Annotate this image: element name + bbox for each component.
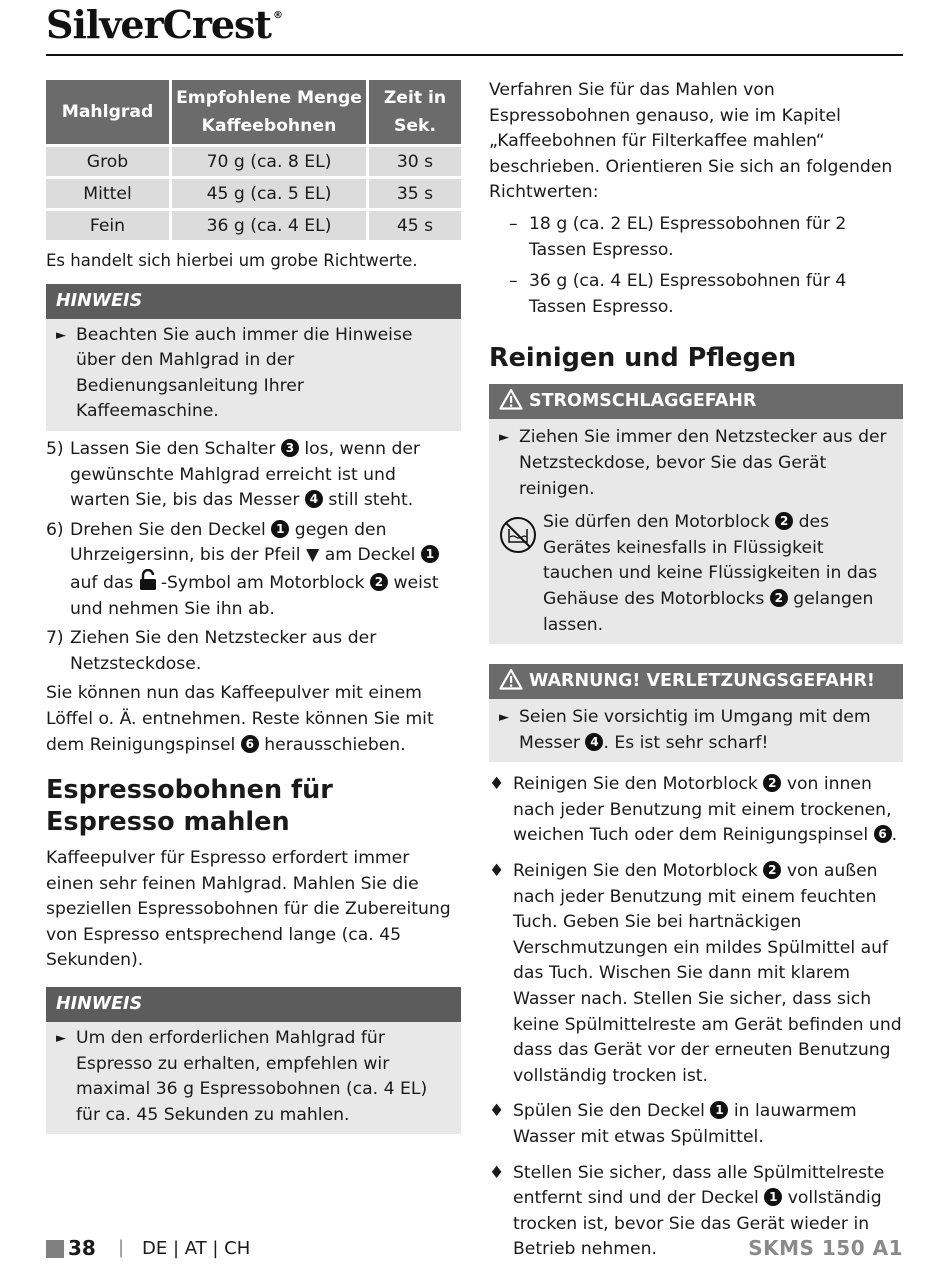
ref-2-icon: 2: [763, 861, 781, 879]
dash-icon: –: [509, 213, 518, 234]
warning-text-part: Sie dürfen den Motorblock: [543, 512, 770, 533]
hinweis-body: [46, 1022, 461, 1134]
hinweis-body: [46, 319, 461, 431]
step-text: -Symbol am Motorblock: [160, 572, 365, 593]
step-text: gegen den Uhrzeigersinn, bis der Pfeil ▼ am Deckel: [70, 519, 416, 566]
hinweis-title: HINWEIS: [46, 987, 461, 1022]
step-5: [46, 437, 461, 514]
footer-square-icon: [46, 1240, 64, 1258]
diamond-bullet-icon: ♦: [489, 1101, 505, 1122]
arrow-icon: ►: [56, 327, 66, 343]
ref-2-icon: 2: [763, 774, 781, 792]
warning-triangle-icon: [499, 668, 523, 690]
page-number: 38: [68, 1236, 96, 1260]
brand-name: SilverCrest: [46, 2, 271, 47]
step-text: Drehen Sie den Deckel: [70, 519, 266, 540]
arrow-icon: ►: [499, 430, 509, 446]
paragraph: Verfahren Sie für das Mahlen von Espressobohnen genauso, wie im Kapitel „Kaffeebohnen für Filterkaffee mahlen“ beschrieben. Orientieren Sie sich an folgenden Richtwerten:: [489, 80, 893, 203]
cleaning-text: vollständig trocken ist, bevor Sie das Gerät wieder in Betrieb nehmen.: [513, 1188, 882, 1260]
cleaning-item: [489, 772, 903, 849]
paragraph: Kaffeepulver für Espresso erfordert immer einen sehr feinen Mahlgrad. Mahlen Sie die speziellen Espressobohnen für die Zubereitung von Espresso entsprechend lange (ca. 45 Sekunden).: [46, 848, 451, 971]
warning-title: [489, 384, 903, 419]
ref-4-icon: 4: [305, 490, 323, 508]
step-number: 6): [46, 519, 64, 540]
table-cell: Mittel: [46, 179, 169, 208]
step-text: Lassen Sie den Schalter: [70, 438, 276, 459]
table-cell: Fein: [46, 211, 169, 240]
model-number: SKMS 150 A1: [748, 1236, 903, 1260]
arrow-icon: ►: [499, 710, 509, 726]
section-heading: Espressobohnen für Espresso mahlen: [46, 775, 333, 838]
table-row: [46, 179, 461, 208]
warning-text-part: des Gerätes keinesfalls in Flüssigkeit tauchen und keine Flüssigkeiten in das Gehäuse des Motorblocks: [543, 512, 878, 609]
table-row: [46, 147, 461, 176]
table-cell: 45 s: [369, 211, 461, 240]
cleaning-text: Reinigen Sie den Motorblock: [513, 861, 758, 882]
dash-item: [489, 212, 903, 263]
ref-1-icon: 1: [421, 545, 439, 563]
dash-text: 36 g (ca. 4 EL) Espressobohnen für 4 Tassen Espresso.: [529, 271, 847, 317]
table-cell: 45 g (ca. 5 EL): [172, 179, 366, 208]
warning-item: [499, 705, 893, 756]
warning-title: [489, 664, 903, 699]
warning-text-part: gelangen lassen.: [543, 588, 874, 635]
arrow-icon: ►: [56, 1031, 66, 1047]
table-header: Zeit in Sek.: [369, 80, 461, 144]
table-note: Es handelt sich hierbei um grobe Richtwerte.: [46, 251, 418, 270]
ref-2-icon: 2: [775, 512, 793, 530]
warning-body: [489, 419, 903, 644]
table-cell: 35 s: [369, 179, 461, 208]
paragraph-text: herausschieben.: [264, 734, 406, 755]
dash-item: [489, 269, 903, 320]
hinweis-item: [56, 323, 451, 425]
hinweis-text: Um den erforderlichen Mahlgrad für Espresso zu erhalten, empfehlen wir maximal 36 g Espressobohnen (ca. 4 EL) für ca. 45 Sekunden zu mahlen.: [76, 1028, 428, 1125]
hinweis-box: [46, 987, 461, 1134]
cleaning-text: Reinigen Sie den Motorblock: [513, 774, 758, 795]
page-footer: [46, 1238, 903, 1264]
right-column: [489, 78, 903, 1263]
ref-4-icon: 4: [585, 733, 603, 751]
step-7: [46, 626, 461, 677]
warning-title-text: WARNUNG! VERLETZUNGSGEFAHR!: [529, 671, 875, 692]
paragraph-text: Sie können nun das Kaffeepulver mit einem Löffel o. Ä. entnehmen. Reste können Sie mit dem Reinigungspinsel: [46, 683, 434, 755]
ref-3-icon: 3: [281, 439, 299, 457]
table-header: Empfohlene Menge Kaffeebohnen: [172, 80, 366, 144]
step-text: Ziehen Sie den Netzstecker aus der Netzsteckdose.: [70, 628, 377, 674]
table-cell: 36 g (ca. 4 EL): [172, 211, 366, 240]
table-row: [46, 211, 461, 240]
left-column: [46, 78, 461, 1134]
hinweis-title: HINWEIS: [46, 284, 461, 319]
ref-1-icon: 1: [271, 520, 289, 538]
section-heading: Reinigen und Pflegen: [489, 343, 797, 374]
cleaning-text: Spülen Sie den Deckel: [513, 1101, 705, 1122]
table-cell: Grob: [46, 147, 169, 176]
diamond-bullet-icon: ♦: [489, 774, 505, 795]
warning-triangle-icon: [499, 388, 523, 410]
step-6: [46, 518, 461, 622]
warning-text: [543, 510, 893, 638]
injury-warning: [489, 664, 903, 762]
warning-text: . Es ist sehr scharf!: [603, 732, 769, 753]
table-header: Mahlgrad: [46, 80, 169, 144]
no-water-immersion-icon: [499, 516, 537, 554]
ref-2-icon: 2: [770, 589, 788, 607]
diamond-bullet-icon: ♦: [489, 1162, 505, 1183]
warning-body: [489, 699, 903, 762]
no-immersion-item: [499, 510, 893, 638]
cleaning-item: [489, 1099, 903, 1150]
header-rule: [46, 54, 903, 56]
unlock-icon: [139, 569, 157, 591]
warning-text: Seien Sie vorsichtig im Umgang mit dem Messer: [519, 707, 871, 753]
step-text: auf das: [70, 572, 134, 593]
table-cell: 30 s: [369, 147, 461, 176]
brand-logo: [46, 2, 282, 47]
cleaning-item: [489, 859, 903, 1089]
step-text: weist und nehmen Sie ihn ab.: [70, 572, 439, 619]
paragraph: [46, 681, 461, 758]
ref-1-icon: 1: [710, 1101, 728, 1119]
step-number: 5): [46, 438, 64, 459]
footer-divider: |: [118, 1237, 125, 1258]
table-header-row: [46, 80, 461, 144]
cleaning-text: von innen nach jeder Benutzung mit einem trockenen, weichen Tuch oder dem Reinigungspinsel: [513, 774, 892, 846]
hinweis-box: [46, 284, 461, 431]
registered-mark: ®: [272, 10, 282, 21]
cleaning-text: in lauwarmem Wasser mit etwas Spülmittel.: [513, 1101, 857, 1147]
hinweis-text: Beachten Sie auch immer die Hinweise über den Mahlgrad in der Bedienungsanleitung Ihrer Kaffeemaschine.: [76, 324, 413, 422]
step-text: los, wenn der gewünschte Mahlgrad erreicht ist und warten Sie, bis das Messer: [70, 438, 420, 511]
cleaning-text: Stellen Sie sicher, dass alle Spülmittelreste entfernt sind und der Deckel: [513, 1162, 885, 1209]
step-text: still steht.: [328, 490, 414, 511]
cleaning-text: von außen nach jeder Benutzung mit einem feuchten Tuch. Geben Sie bei hartnäckigen Verschmutzungen ein mildes Spülmittel auf das Tuch. Wischen Sie dann mit klarem Wasser nach. Stellen Sie sicher, dass sich keine Spülmittelreste am Gerät befinden und dass das Gerät vor der erneuten Benutzung vollständig trocken ist.: [513, 861, 902, 1086]
cleaning-text: .: [891, 825, 898, 846]
ref-2-icon: 2: [370, 573, 388, 591]
table-cell: 70 g (ca. 8 EL): [172, 147, 366, 176]
country-codes: DE | AT | CH: [142, 1238, 251, 1259]
dash-icon: –: [509, 271, 518, 292]
warning-text: Ziehen Sie immer den Netzstecker aus der Netzsteckdose, bevor Sie das Gerät reinigen.: [519, 427, 887, 499]
ref-1-icon: 1: [764, 1188, 782, 1206]
ref-6-icon: 6: [241, 735, 259, 753]
electric-shock-warning: [489, 384, 903, 644]
warning-title-text: STROMSCHLAGGEFAHR: [529, 391, 757, 412]
dash-text: 18 g (ca. 2 EL) Espressobohnen für 2 Tassen Espresso.: [529, 213, 847, 260]
ref-6-icon: 6: [874, 825, 892, 843]
hinweis-item: [56, 1026, 451, 1128]
grind-table: [43, 77, 464, 243]
warning-item: [499, 425, 893, 502]
step-number: 7): [46, 628, 64, 649]
diamond-bullet-icon: ♦: [489, 861, 505, 882]
